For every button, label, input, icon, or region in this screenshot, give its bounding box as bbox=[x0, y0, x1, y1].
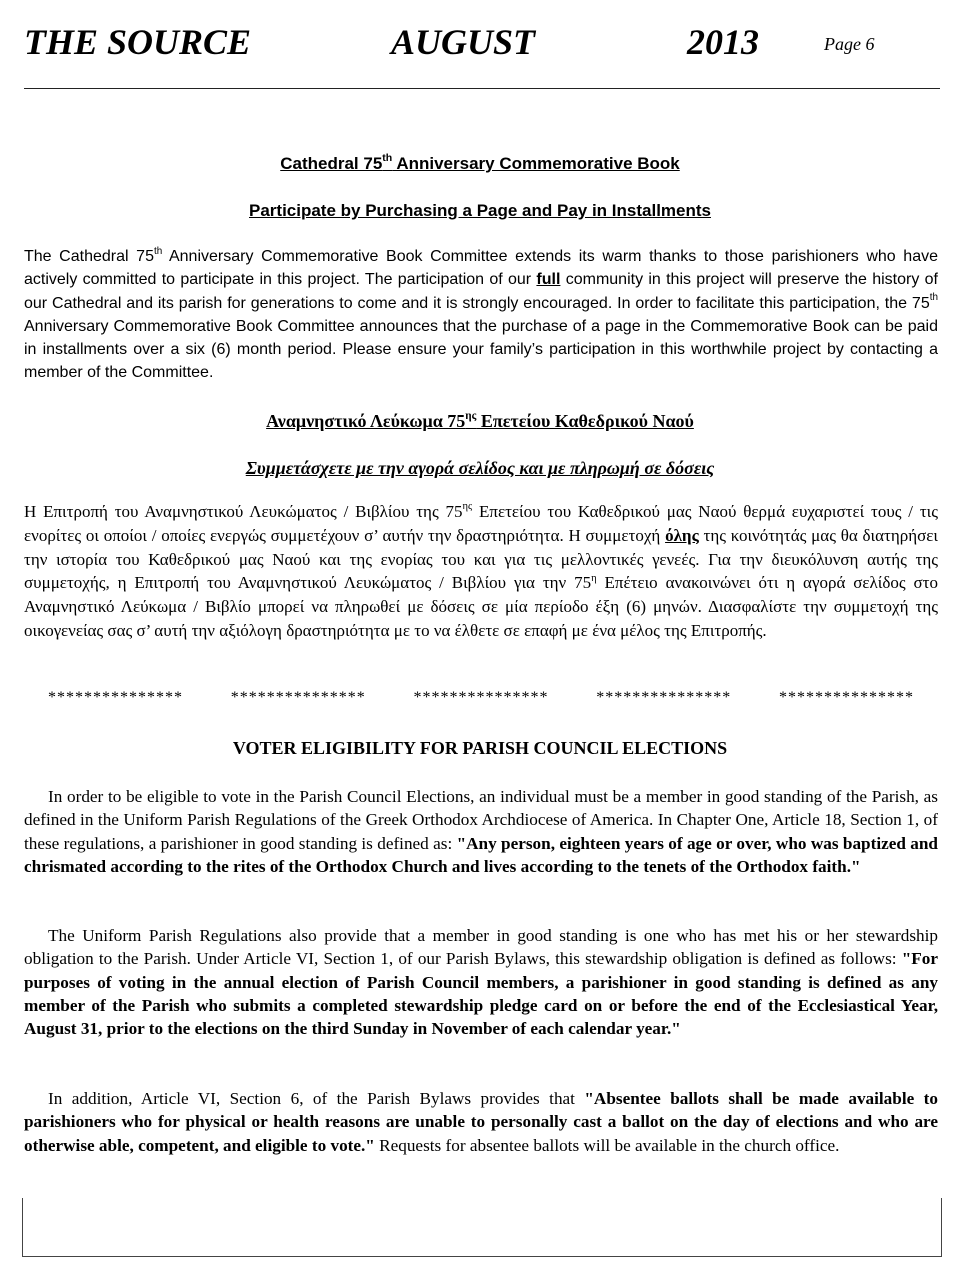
paragraph-text: The Cathedral 75 bbox=[24, 248, 154, 265]
separator-stars: *************** bbox=[230, 689, 366, 706]
greek-superscript: η bbox=[591, 572, 597, 584]
title-superscript: th bbox=[382, 152, 393, 165]
commemorative-book-title bbox=[0, 152, 960, 176]
absentee-quote: "Absentee ballots shall be made available to parishioners who for physical or health reasons are unable to personally cast a ballot on the day of elections and who are otherwise able, competent, and eligible to vote." bbox=[24, 1089, 938, 1155]
publication-title: THE SOURCE bbox=[24, 22, 252, 62]
voter-paragraph-1 bbox=[24, 785, 938, 878]
voter-paragraph-3 bbox=[24, 1087, 938, 1157]
paragraph-text: Anniversary Commemorative Book Committee announces that the purchase of a page in the Commemorative Book can be paid in installments over a six (6) month period. Please ensure your family’s participation in this worthwhile project by contacting a member of the Committee. bbox=[24, 317, 938, 382]
greek-subtitle: Συμμετάσχετε με την αγορά σελίδος και με πληρωμή σε δόσεις bbox=[245, 458, 715, 478]
greek-superscript: ης bbox=[462, 501, 473, 513]
page-frame-bottom bbox=[22, 1198, 942, 1257]
paragraph-text: The Uniform Parish Regulations also provide that a member in good standing is one who has met his or her stewardship obligation to the Parish. Under Article VI, Section 1, of our Parish Bylaws, this stewardship obligation is defined as follows: bbox=[24, 926, 938, 969]
page-number: Page 6 bbox=[824, 34, 875, 54]
ordinal-superscript: th bbox=[153, 245, 163, 257]
page-header bbox=[24, 20, 940, 66]
asterisk-separator bbox=[24, 687, 938, 709]
paragraph-text: In addition, Article VI, Section 6, of the Parish Bylaws provides that bbox=[48, 1089, 585, 1108]
separator-stars: *************** bbox=[596, 689, 732, 706]
issue-month: AUGUST bbox=[391, 22, 536, 62]
title-text-end: Anniversary Commemorative Book bbox=[392, 154, 680, 173]
greek-title-text: Αναμνηστικό Λεύκωμα 75 bbox=[266, 411, 466, 431]
greek-text: της κοινότητάς μας θα διατηρήσει την ιστορία του Καθεδρικού μας Ναού και της ενορίας του και για τις μελλοντικές γενεές. Για την διευκόλυνση αυτής της συμμετοχής, η Επιτροπή του Αναμνηστικού Λευκώματος / Βιβλίου για την 75 bbox=[24, 525, 938, 593]
paragraph-text: community in this project will preserve the history of our Cathedral and its parish for generations to come and it is strongly encouraged. In order to facilitate this participation, the 75 bbox=[24, 271, 938, 312]
separator-stars: *************** bbox=[48, 689, 183, 706]
greek-text: Η Επιτροπή του Αναμνηστικού Λευκώματος / Βιβλίου της 75 bbox=[24, 502, 463, 521]
greek-text: Επέτειο ανακοινώνει ότι η αγορά σελίδος στο Αναμνηστικό Λεύκωμα / Βιβλίο μπορεί να πληρωθεί με δόσεις σε μία περίοδο έξη (6) μηνών. Διασφαλίστε την συμμετοχή της οικογενείας σας σ’ αυτή την αξιόλογη δραστηριότητα με το να έλθετε σε επαφή με ένα μέλος της Επιτροπής. bbox=[24, 573, 938, 640]
paragraph-text: Requests for absentee ballots will be available in the church office. bbox=[374, 1135, 840, 1155]
emphasis-full: full bbox=[536, 271, 561, 289]
title-text: Cathedral 75 bbox=[280, 154, 383, 173]
greek-title-superscript: ης bbox=[465, 409, 477, 422]
bylaw-quote: "For purposes of voting in the annual election of Parish Council members, a parishioner in good standing is defined as any member of the Parish who submits a completed stewardship pledge card on or before the end of the Ecclesiastical Year, August 31, prior to the elections on the third Sunday in November of each calendar year." bbox=[24, 949, 938, 1039]
separator-stars: *************** bbox=[413, 689, 549, 706]
separator-stars: *************** bbox=[779, 689, 914, 706]
commemorative-book-paragraph bbox=[24, 245, 938, 385]
greek-paragraph bbox=[24, 500, 938, 643]
definition-quote: "Any person, eighteen years of age or over, who was baptized and chrismated according to the rites of the Orthodox Church and lives according to the tenets of the Orthodox faith." bbox=[24, 833, 938, 876]
paragraph-text: In order to be eligible to vote in the Parish Council Elections, an individual must be a member in good standing of the Parish, as defined in the Uniform Parish Regulations of the Greek Orthodox Archdiocese of America. In Chapter One, Article 18, Section 1, of these regulations, a parishioner in good standing is defined as: bbox=[24, 787, 938, 853]
header-rule bbox=[24, 88, 940, 89]
voter-paragraph-2 bbox=[24, 924, 938, 1040]
paragraph-text: Anniversary Commemorative Book Committee extends its warm thanks to those parishioners who have actively committed to participate in this project. The participation of our bbox=[24, 248, 938, 289]
greek-text: Επετείου του Καθεδρικού μας Ναού θερμά ευχαριστεί τους / τις ενορίτες οι οποίοι / οποίες ενεργώς συμμετέχουν σ’ αυτήν την δραστηριότητα. Η συμμετοχή bbox=[24, 502, 938, 545]
emphasis-oles: όλης bbox=[665, 525, 699, 545]
issue-year: 2013 bbox=[687, 22, 759, 62]
ordinal-superscript: th bbox=[929, 292, 938, 304]
greek-title-text-end: Επετείου Καθεδρικού Ναού bbox=[476, 411, 694, 431]
voter-eligibility-title: VOTER ELIGIBILITY FOR PARISH COUNCIL ELECTIONS bbox=[232, 738, 728, 758]
commemorative-book-subtitle: Participate by Purchasing a Page and Pay in Installments bbox=[249, 201, 711, 220]
greek-title bbox=[0, 409, 960, 433]
